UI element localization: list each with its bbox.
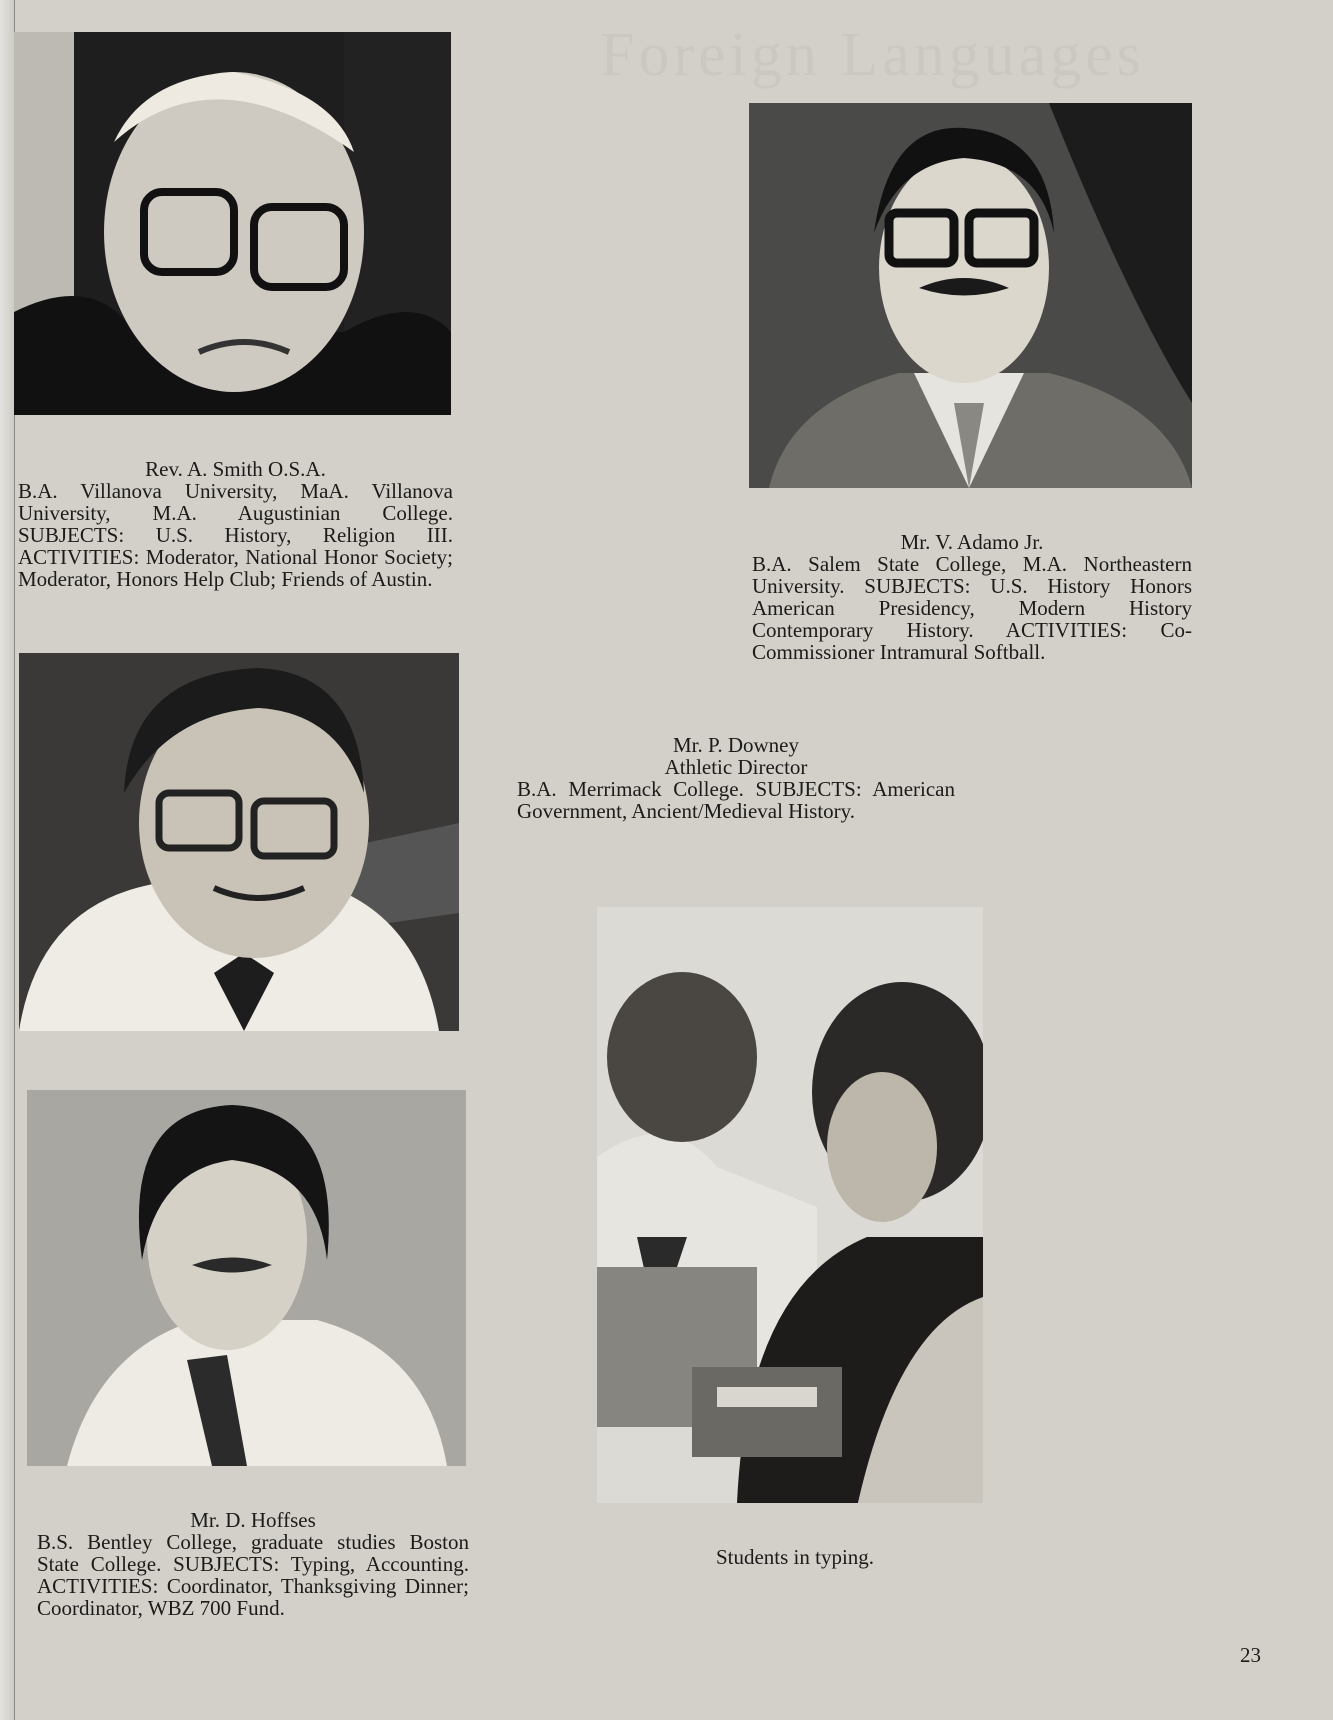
caption-downey xyxy=(517,734,955,822)
portrait-photo-smith xyxy=(14,32,451,415)
page-binding-edge xyxy=(0,0,15,1720)
caption-adamo xyxy=(752,531,1192,663)
faculty-name: Rev. A. Smith O.S.A. xyxy=(145,457,326,481)
faculty-name: Mr. P. Downey xyxy=(672,733,799,757)
ghost-heading: Foreign Languages xyxy=(600,21,1145,89)
faculty-name: Mr. V. Adamo Jr. xyxy=(900,530,1044,554)
portrait-photo-hoffses xyxy=(27,1090,466,1466)
faculty-bio: B.A. Merrimack College. SUBJECTS: American Government, Ancient/Medieval History. xyxy=(517,777,955,823)
faculty-bio: B.A. Salem State College, M.A. Northeastern University. SUBJECTS: U.S. History Honors American Presidency, Modern History Contemporary History. ACTIVITIES: Co-Commissioner Intramural Softball. xyxy=(752,552,1192,664)
faculty-bio: B.S. Bentley College, graduate studies Boston State College. SUBJECTS: Typing, Accounting. ACTIVITIES: Coordinator, Thanksgiving Dinner; Coordinator, WBZ 700 Fund. xyxy=(37,1530,469,1620)
portrait-photo-downey xyxy=(19,653,459,1031)
photo-caption: Students in typing. xyxy=(715,1545,875,1569)
caption-hoffses xyxy=(37,1509,469,1619)
page-number: 23 xyxy=(1240,1643,1261,1667)
faculty-name: Mr. D. Hoffses xyxy=(190,1508,316,1532)
students-typing-photo xyxy=(597,907,983,1503)
portrait-photo-adamo xyxy=(749,103,1192,488)
faculty-bio: B.A. Villanova University, MaA. Villanova University, M.A. Augustinian College. SUBJECTS: U.S. History, Religion III. ACTIVITIES: Moderator, National Honor Society; Moderator, Honors Help Club; Friends of Austin. xyxy=(18,479,453,591)
faculty-title: Athletic Director xyxy=(664,755,808,779)
caption-smith xyxy=(18,458,453,590)
